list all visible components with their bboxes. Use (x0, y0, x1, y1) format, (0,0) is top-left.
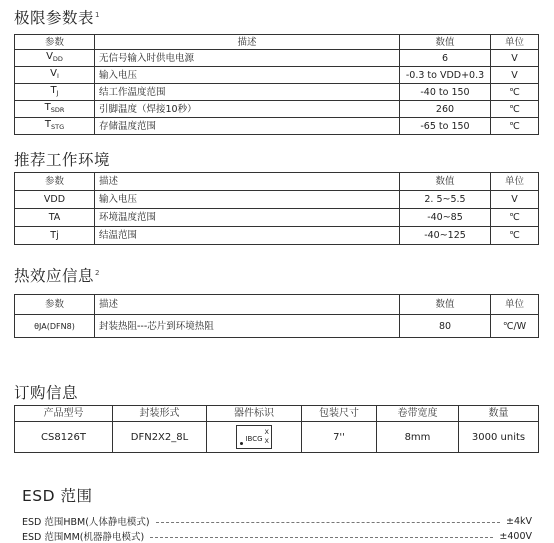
esd-mm-line (22, 529, 532, 543)
thermal-table (14, 294, 539, 338)
order-model: CS8126T (15, 422, 113, 453)
param-unit: ℃ (491, 227, 539, 245)
table-row (15, 315, 539, 338)
table-header-row (15, 406, 539, 422)
table-row (15, 67, 539, 84)
param-symbol: VDD (15, 191, 95, 209)
header-model: 产品型号 (15, 406, 113, 422)
recommended-title: 推荐工作环境 (14, 151, 111, 169)
param-value: 260 (400, 101, 491, 118)
order-size: 7'' (302, 422, 377, 453)
param-symbol: $V_{DD}$ (15, 50, 95, 67)
table-header-row (15, 35, 539, 50)
header-qty: 数量 (459, 406, 539, 422)
param-desc: 结温范围 (95, 227, 400, 245)
order-marking (207, 422, 302, 453)
order-tape: 8mm (377, 422, 459, 453)
param-symbol: θJA(DFN8) (15, 315, 95, 338)
param-unit: ℃ (491, 101, 539, 118)
esd-hbm-value: ±4kV (505, 515, 532, 527)
marking-text: IBCG (245, 435, 263, 443)
param-symbol: $T_{SDR}$ (15, 101, 95, 118)
param-desc: 输入电压 (95, 191, 400, 209)
param-desc: 输入电压 (95, 67, 400, 84)
param-symbol: TA (15, 209, 95, 227)
header-unit: 单位 (491, 173, 539, 191)
header-param: 参数 (15, 295, 95, 315)
param-unit: ℃ (491, 84, 539, 101)
order-table (14, 405, 539, 453)
table-row (15, 118, 539, 135)
param-desc: 无信号输入时供电电源 (95, 50, 400, 67)
param-value: -40~125 (400, 227, 491, 245)
param-symbol: $T_{STG}$ (15, 118, 95, 135)
param-desc: 封装热阻---芯片到环境热阻 (95, 315, 400, 338)
header-desc: 描述 (95, 295, 400, 315)
order-qty: 3000 units (459, 422, 539, 453)
param-desc: 引脚温度（焊接10秒） (95, 101, 400, 118)
header-package: 封装形式 (113, 406, 207, 422)
param-unit: V (491, 191, 539, 209)
param-value: 80 (400, 315, 491, 338)
header-value: 数值 (400, 173, 491, 191)
table-row (15, 191, 539, 209)
header-param: 参数 (15, 173, 95, 191)
table-header-row (15, 295, 539, 315)
esd-mm-label: ESD 范围MM(机器静电模式) (22, 532, 145, 543)
param-value: -0.3 to VDD+0.3 (400, 67, 491, 84)
header-unit: 单位 (491, 295, 539, 315)
abs-max-title: 极限参数表$^1$ (14, 9, 100, 27)
table-row (15, 101, 539, 118)
marking-diagram (236, 425, 272, 449)
param-unit: V (491, 67, 539, 84)
recommended-table (14, 172, 539, 245)
param-unit: ℃ (491, 209, 539, 227)
param-value: -40~85 (400, 209, 491, 227)
header-value: 数值 (400, 295, 491, 315)
footnote-2: 2 (95, 268, 100, 277)
table-row (15, 84, 539, 101)
param-unit: ℃ (491, 118, 539, 135)
table-row (15, 227, 539, 245)
order-package: DFN2X2_8L (113, 422, 207, 453)
param-symbol: Tj (15, 227, 95, 245)
param-value: -65 to 150 (400, 118, 491, 135)
header-desc: 描述 (95, 35, 400, 50)
abs-max-table (14, 34, 539, 135)
table-row (15, 50, 539, 67)
footnote-1: 1 (95, 10, 100, 19)
header-marking: 器件标识 (207, 406, 302, 422)
param-value: -40 to 150 (400, 84, 491, 101)
header-unit: 单位 (491, 35, 539, 50)
param-unit: V (491, 50, 539, 67)
param-unit: ℃/W (491, 315, 539, 338)
thermal-title: 热效应信息$^2$ (14, 267, 100, 285)
table-row (15, 209, 539, 227)
param-symbol: $V_I$ (15, 67, 95, 84)
param-desc: 环境温度范围 (95, 209, 400, 227)
leader-dashes (156, 522, 500, 523)
header-size: 包装尺寸 (302, 406, 377, 422)
esd-title: ESD 范围 (22, 487, 93, 505)
header-desc: 描述 (95, 173, 400, 191)
marking-x-bottom: X (264, 437, 269, 445)
order-title: 订购信息 (14, 384, 79, 402)
leader-dashes (150, 537, 493, 538)
param-desc: 存储温度范围 (95, 118, 400, 135)
esd-hbm-line (22, 514, 532, 528)
pin1-dot-icon (240, 442, 243, 445)
header-param: 参数 (15, 35, 95, 50)
param-value: 6 (400, 50, 491, 67)
table-header-row (15, 173, 539, 191)
param-symbol: $T_J$ (15, 84, 95, 101)
esd-hbm-label: ESD 范围HBM(人体静电模式) (22, 517, 150, 528)
marking-x-top: X (264, 428, 269, 436)
param-desc: 结工作温度范围 (95, 84, 400, 101)
header-tape: 卷带宽度 (377, 406, 459, 422)
table-row (15, 422, 539, 453)
param-value: 2. 5~5.5 (400, 191, 491, 209)
esd-mm-value: ±400V (499, 530, 532, 542)
header-value: 数值 (400, 35, 491, 50)
